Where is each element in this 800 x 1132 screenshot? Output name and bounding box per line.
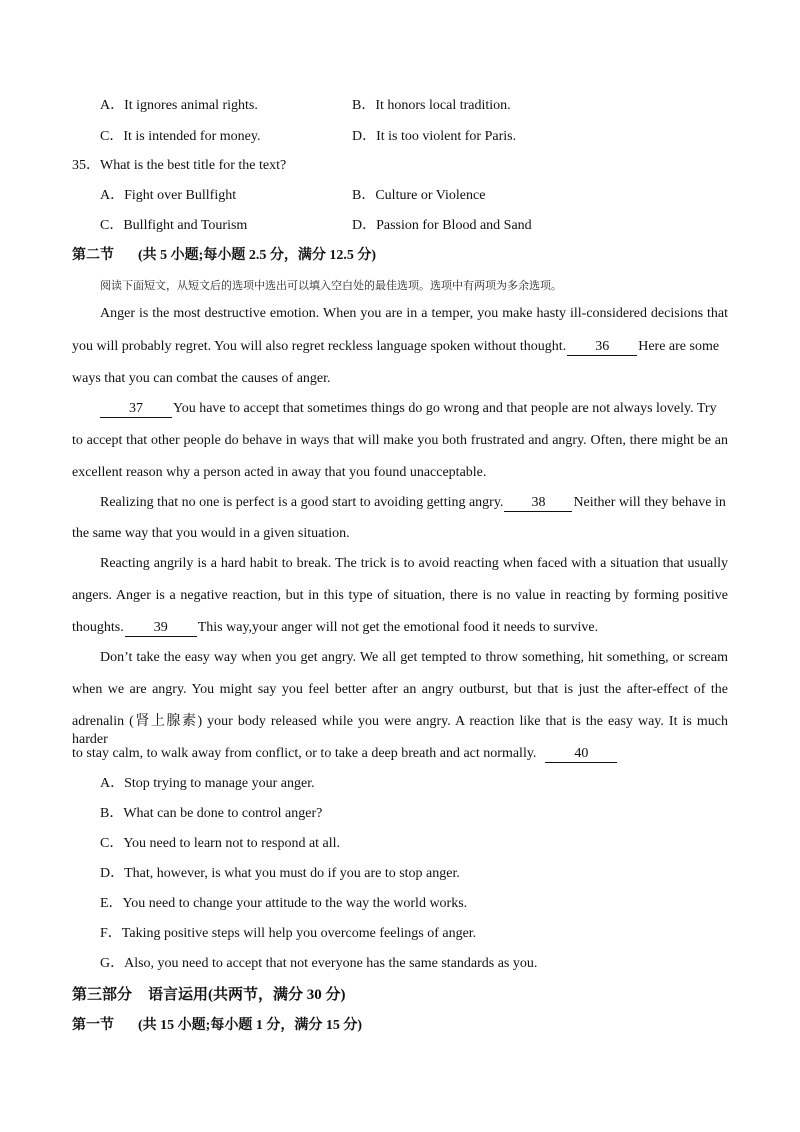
blank-37[interactable]: 37 — [100, 401, 172, 418]
passage-p2-line1 — [100, 400, 756, 418]
passage-text: to stay calm, to walk away from conflict, or to take a deep breath and act normally. — [72, 746, 537, 761]
q34-option-b[interactable]: B．It honors local tradition. — [352, 98, 511, 113]
passage-p2-line2: to accept that other people do behave in ways that will make you both frustrated and angry. Often, there might be an — [72, 433, 728, 448]
option-d[interactable]: D．That, however, is what you must do if you are to stop anger. — [100, 866, 460, 881]
section2-title: 第二节 — [72, 248, 114, 263]
passage-p4-line2: angers. Anger is a negative reaction, but in this type of situation, there is no value in reacting by forming positive — [72, 588, 728, 603]
passage-p4-line3 — [72, 619, 728, 637]
section2-points: (共 5 小题;每小题 2.5 分，满分 12.5 分) — [138, 248, 376, 263]
option-e[interactable]: E．You need to change your attitude to the way the world works. — [100, 896, 468, 911]
passage-p5-line1: Don’t take the easy way when you get angry. We all get tempted to throw something, hit something, or scream — [100, 650, 728, 665]
passage-p3-line2: the same way that you would in a given situation. — [72, 526, 350, 541]
part3-subtitle: 语言运用(共两节，满分 30 分) — [148, 987, 346, 1003]
passage-p5-line3: adrenalin (肾上腺素) your body released while you were angry. A reaction like that is the easy way. It is much harder — [72, 714, 728, 747]
passage-p1-line3: ways that you can combat the causes of anger. — [72, 371, 331, 386]
blank-36[interactable]: 36 — [567, 339, 637, 356]
section2-heading — [72, 247, 376, 265]
blank-38[interactable]: 38 — [504, 495, 572, 512]
passage-text: Realizing that no one is perfect is a good start to avoiding getting angry. — [100, 495, 504, 510]
passage-text: Neither will they behave in — [573, 495, 726, 510]
q34-option-a[interactable]: A．It ignores animal rights. — [100, 98, 258, 113]
option-a[interactable]: A．Stop trying to manage your anger. — [100, 776, 315, 791]
q35-option-a[interactable]: A．Fight over Bullfight — [100, 188, 237, 203]
passage-text: thoughts. — [72, 620, 124, 635]
passage-p5-line4 — [72, 745, 728, 763]
q34-option-c[interactable]: C．It is intended for money. — [100, 129, 261, 144]
part3-section1-title: 第一节 — [72, 1018, 114, 1033]
passage-p1-line1: Anger is the most destructive emotion. When you are in a temper, you make hasty ill-considered decisions that — [100, 306, 728, 321]
q35-option-c[interactable]: C．Bullfight and Tourism — [100, 218, 248, 233]
passage-text: This way,your anger will not get the emotional food it needs to survive. — [197, 620, 599, 635]
passage-p4-line1: Reacting angrily is a hard habit to break. The trick is to avoid reacting when faced with a situation that usually — [100, 556, 728, 571]
part3-section1-heading — [72, 1017, 362, 1035]
option-b[interactable]: B．What can be done to control anger? — [100, 806, 323, 821]
option-f[interactable]: F．Taking positive steps will help you overcome feelings of anger. — [100, 926, 477, 941]
q34-option-d[interactable]: D．It is too violent for Paris. — [352, 129, 517, 144]
option-g[interactable]: G．Also, you need to accept that not everyone has the same standards as you. — [100, 956, 538, 971]
part3-section1-points: (共 15 小题;每小题 1 分，满分 15 分) — [138, 1018, 362, 1033]
passage-p3-line1 — [100, 494, 756, 512]
passage-text: Here are some — [638, 339, 720, 354]
passage-text: You have to accept that sometimes things do go wrong and that people are not always lovely. Try — [173, 401, 717, 416]
part3-heading — [72, 986, 346, 1004]
passage-p5-line2: when we are angry. You might say you feel better after an angry outburst, but that is just the after-effect of the — [72, 682, 728, 697]
part3-title: 第三部分 — [72, 987, 133, 1003]
passage-p1-line2 — [72, 338, 728, 356]
blank-39[interactable]: 39 — [125, 620, 197, 637]
q35-option-d[interactable]: D．Passion for Blood and Sand — [352, 218, 532, 233]
option-c[interactable]: C．You need to learn not to respond at all. — [100, 836, 341, 851]
blank-40[interactable]: 40 — [545, 746, 617, 763]
section2-instruction: 阅读下面短文，从短文后的选项中选出可以填入空白处的最佳选项。选项中有两项为多余选项。 — [100, 279, 562, 292]
q35-option-b[interactable]: B．Culture or Violence — [352, 188, 486, 203]
passage-text: you will probably regret. You will also regret reckless language spoken without thought. — [72, 339, 567, 354]
q35-stem: 35．What is the best title for the text? — [72, 158, 287, 173]
passage-p2-line3: excellent reason why a person acted in away that you found unacceptable. — [72, 465, 487, 480]
